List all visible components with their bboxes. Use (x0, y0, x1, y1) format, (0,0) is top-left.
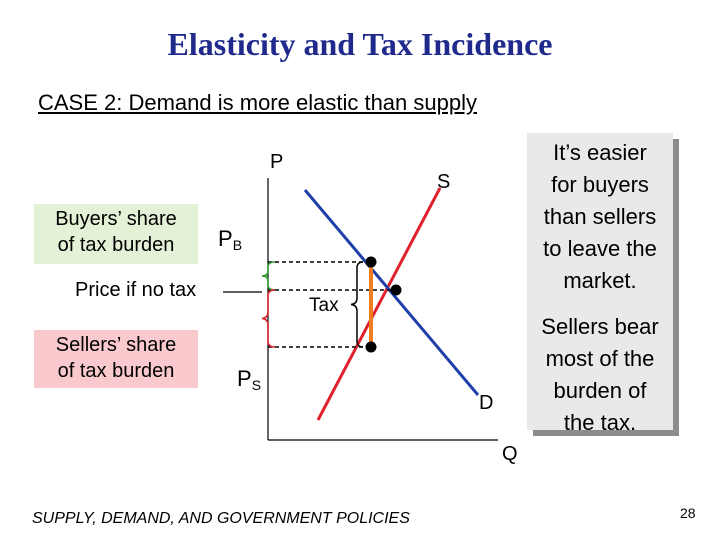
note-line: burden of (553, 378, 647, 403)
q-axis-label: Q (502, 443, 518, 465)
equilibrium-point (391, 285, 402, 296)
note-spacer (527, 297, 673, 311)
seller-price-point (366, 342, 377, 353)
note-line: It’s easier (553, 140, 647, 165)
note-line: market. (563, 268, 637, 293)
buyers-share-line-2: of tax burden (57, 234, 175, 256)
ps-label: PS (237, 366, 262, 393)
p-axis-label: P (270, 151, 284, 173)
note-line: for buyers (551, 172, 649, 197)
note-line: most of the (545, 346, 655, 371)
footer-chapter-title: SUPPLY, DEMAND, AND GOVERNMENT POLICIES (32, 510, 410, 527)
tax-label: Tax (309, 295, 339, 316)
note-line: Sellers bear (541, 314, 659, 339)
sellers-share-line-2: of tax burden (57, 360, 175, 382)
case-subtitle: CASE 2: Demand is more elastic than supply (38, 90, 477, 115)
buyers-share-line-1: Buyers’ share (55, 208, 177, 230)
note-line: the tax. (563, 410, 637, 435)
note-line: to leave the (543, 236, 657, 261)
sellers-share-box (34, 330, 198, 388)
supply-label: S (437, 171, 451, 193)
demand-label: D (479, 392, 494, 414)
price-no-tax-label: Price if no tax (75, 279, 197, 301)
explanation-note (527, 133, 673, 435)
tax-brace (351, 262, 363, 347)
note-line: than sellers (543, 204, 657, 229)
page-number: 28 (680, 505, 696, 521)
page-title: Elasticity and Tax Incidence (167, 26, 553, 62)
sellers-share-line-1: Sellers’ share (55, 334, 177, 356)
buyers-share-box (34, 204, 198, 264)
pb-label: PB (218, 226, 243, 253)
buyer-price-point (366, 257, 377, 268)
